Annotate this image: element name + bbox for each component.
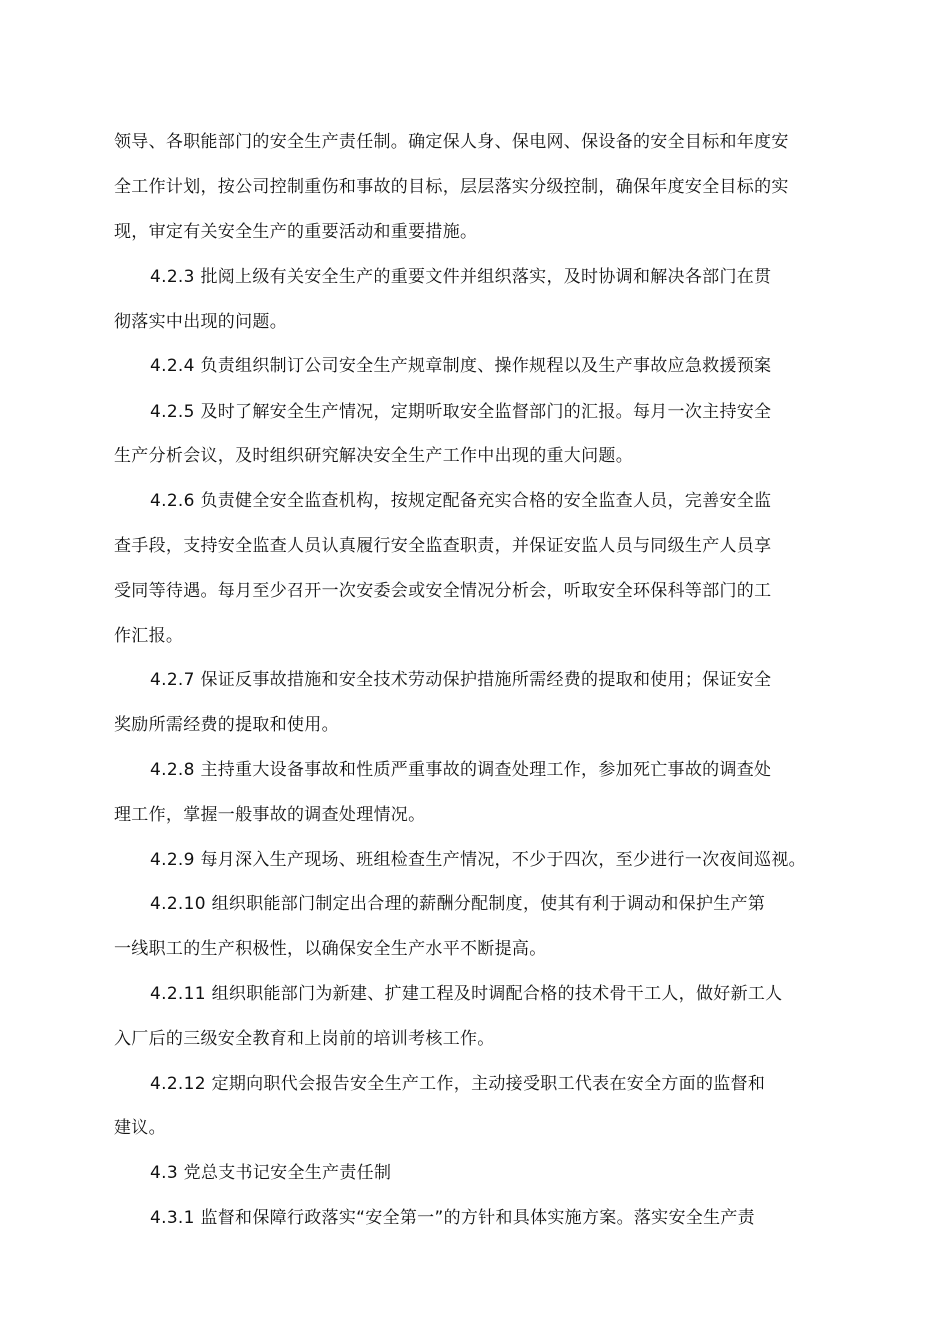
paragraph-4-2-7: 4.2.7 保证反事故措施和安全技术劳动保护措施所需经费的提取和使用；保证安全: [150, 670, 772, 690]
paragraph-4-2-11: 4.2.11 组织职能部门为新建、扩建工程及时调配合格的技术骨干工人，做好新工人: [150, 984, 783, 1004]
paragraph-4-2-12: 4.2.12 定期向职代会报告安全生产工作，主动接受职工代表在安全方面的监督和: [150, 1074, 766, 1094]
text-line: 入厂后的三级安全教育和上岗前的培训考核工作。: [114, 1029, 495, 1049]
paragraph-4-2-3: 4.2.3 批阅上级有关安全生产的重要文件并组织落实，及时协调和解决各部门在贯: [150, 267, 772, 287]
paragraph-4-3-1: 4.3.1 监督和保障行政落实“安全第一”的方针和具体实施方案。落实安全生产责: [150, 1208, 755, 1228]
paragraph-4-2-8: 4.2.8 主持重大设备事故和性质严重事故的调查处理工作，参加死亡事故的调查处: [150, 760, 772, 780]
text-line: 现，审定有关安全生产的重要活动和重要措施。: [114, 222, 478, 242]
text-line: 生产分析会议，及时组织研究解决安全生产工作中出现的重大问题。: [114, 446, 633, 466]
text-line: 全工作计划，按公司控制重伤和事故的目标，层层落实分级控制，确保年度安全目标的实: [114, 177, 789, 197]
paragraph-4-2-6: 4.2.6 负责健全安全监查机构，按规定配备充实合格的安全监查人员，完善安全监: [150, 491, 772, 511]
text-line: 一线职工的生产积极性，以确保安全生产水平不断提高。: [114, 939, 547, 959]
text-line: 理工作，掌握一般事故的调查处理情况。: [114, 805, 426, 825]
text-line: 作汇报。: [114, 626, 184, 646]
text-line: 建议。: [114, 1118, 166, 1138]
text-line: 领导、各职能部门的安全生产责任制。确定保人身、保电网、保设备的安全目标和年度安: [114, 132, 789, 152]
text-line: 查手段，支持安全监查人员认真履行安全监查职责，并保证安监人员与同级生产人员享: [114, 536, 772, 556]
paragraph-4-2-5: 4.2.5 及时了解安全生产情况，定期听取安全监督部门的汇报。每月一次主持安全: [150, 402, 772, 422]
text-line: 彻落实中出现的问题。: [114, 312, 287, 332]
section-heading-4-3: 4.3 党总支书记安全生产责任制: [150, 1163, 392, 1183]
paragraph-4-2-9: 4.2.9 每月深入生产现场、班组检查生产情况，不少于四次，至少进行一次夜间巡视。: [150, 850, 806, 870]
paragraph-4-2-10: 4.2.10 组织职能部门制定出合理的薪酬分配制度，使其有利于调动和保护生产第: [150, 894, 766, 914]
text-line: 奖励所需经费的提取和使用。: [114, 715, 339, 735]
text-line: 受同等待遇。每月至少召开一次安委会或安全情况分析会，听取安全环保科等部门的工: [114, 581, 772, 601]
paragraph-4-2-4: 4.2.4 负责组织制订公司安全生产规章制度、操作规程以及生产事故应急救援预案: [150, 356, 772, 376]
